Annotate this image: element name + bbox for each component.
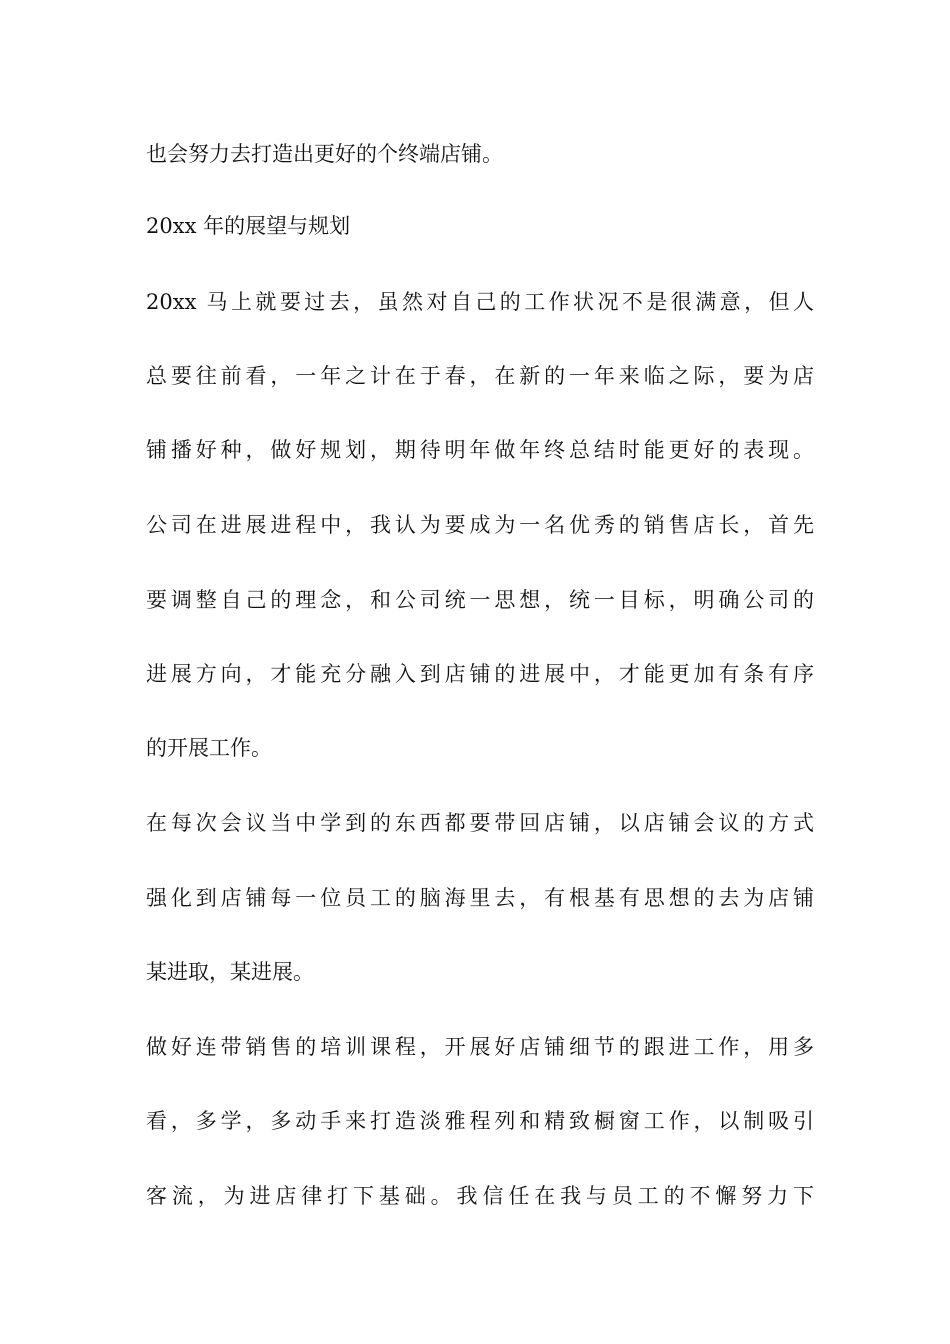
text-line: 的开展工作。 [146, 736, 272, 760]
section-heading: 20xx 年的展望与规划 [146, 214, 351, 238]
text-line: 做好连带销售的培训课程，开展好店铺细节的跟进工作，用多 [146, 1035, 814, 1059]
text-line: 进展方向，才能充分融入到店铺的进展中，才能更加有条有序 [146, 662, 814, 686]
text-line: 要调整自己的理念，和公司统一思想，统一目标，明确公司的 [146, 588, 814, 612]
text-line: 公司在进展进程中，我认为要成为一名优秀的销售店长，首先 [146, 513, 814, 537]
text-line: 看，多学，多动手来打造淡雅程列和精致橱窗工作，以制吸引 [146, 1109, 814, 1133]
text-line: 某进取，某进展。 [146, 960, 314, 984]
text-line: 总要往前看，一年之计在于春，在新的一年来临之际，要为店 [146, 364, 814, 388]
text-line: 20xx 马上就要过去，虽然对自己的工作状况不是很满意，但人 [146, 290, 814, 314]
text-line: 强化到店铺每一位员工的脑海里去，有根基有思想的去为店铺 [146, 886, 814, 910]
text-line: 在每次会议当中学到的东西都要带回店铺，以店铺会议的方式 [146, 811, 814, 835]
text-line: 也会努力去打造出更好的个终端店铺。 [146, 142, 503, 166]
text-line: 客流，为进店律打下基础。我信任在我与员工的不懈努力下 [146, 1184, 814, 1208]
text-line: 铺播好种，做好规划，期待明年做年终总结时能更好的表现。 [146, 438, 814, 462]
